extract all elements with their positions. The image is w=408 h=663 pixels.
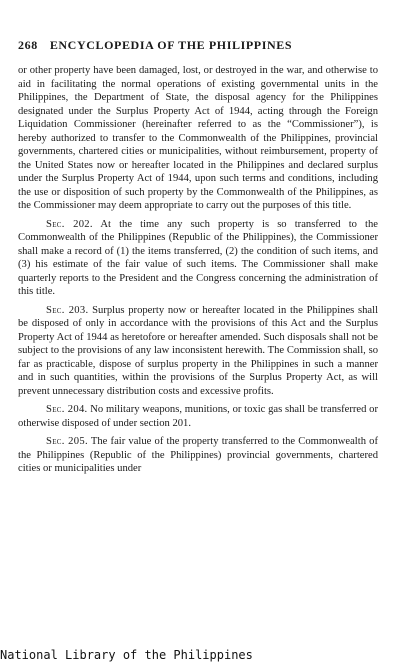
section-204-label: Sec. 204. (46, 404, 88, 415)
page-body (18, 64, 378, 476)
section-203-text: Surplus property now or hereafter located in the Philippines shall be disposed of only in accordance with the provisions of this Act and the Surplus Property Act of 1944 as heretofore or hereafter amended. Such disposals shall not be subject to the provisions of any law inconsistent herewith. The Commission shall, so far as practicable, dispose of surplus property in the Philippines in such a manner and in such quantities, within the provisions of the Surplus Property Act, as will prevent unnecessary distribution costs and excessive profits. (18, 304, 379, 397)
section-202-label: Sec. 202. (46, 218, 93, 230)
section-204-paragraph (18, 403, 378, 430)
library-watermark: National Library of the Philippines (0, 648, 253, 662)
section-202-text: At the time any such property is so transferred to the Commonwealth of the Philippines (Republic of the Philippines), the Commissioner shall make a record of (1) the items transferred, (2) the condition of such items, and (3) his estimate of the fair value of such items. The Commissioner shall make quarterly reports to the President and the Congress concerning the administration of this title. (18, 218, 379, 297)
page-number: 268 (18, 38, 38, 52)
page-header (18, 38, 390, 53)
section-202-paragraph (18, 218, 378, 299)
section-205-text: The fair value of the property transferred to the Commonwealth of the Philippines (Republic of the Philippines) provincial governments, chartered cities or municipalities under (18, 436, 378, 474)
paragraph-continued: or other property have been damaged, lost, or destroyed in the war, and otherwise to aid in facilitating the normal operations of existing governmental units in the Philippines, the Department of State, the disposal agency for the Philippines designated under the Surplus Property Act of 1944, acting through the Foreign Liquidation Commissioner (hereinafter referred to as the “Commissioner”), is hereby authorized to transfer to the Commonwealth of the Philippines, provincial governments, chartered cities or municipalities, without reimbursement, property of the United States now or hereafter located in the Philippines and declared surplus under the Surplus Property Act of 1944, upon such terms and conditions, including the use or disposition of such property by the Commonwealth of the Philippines, as the Commissioner may deem appropriate to carry out the purposes of this title. (18, 65, 378, 211)
section-205-paragraph (18, 435, 378, 476)
section-204-text: No military weapons, munitions, or toxic gas shall be transferred or otherwise disposed of under section 201. (18, 404, 379, 429)
section-203-label: Sec. 203. (46, 304, 89, 316)
running-title: ENCYCLOPEDIA OF THE PHILIPPINES (49, 38, 293, 52)
section-205-label: Sec. 205. (46, 436, 88, 447)
section-203-paragraph (18, 304, 378, 399)
